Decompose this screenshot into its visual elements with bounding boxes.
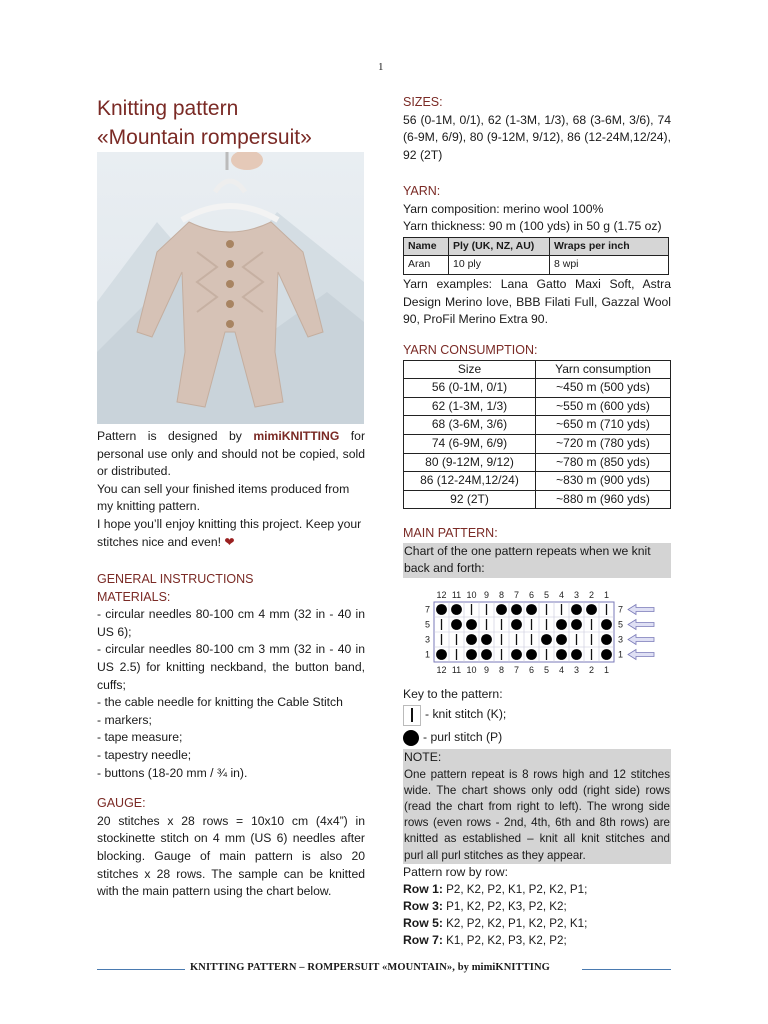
purl-stitch-mark (451, 619, 462, 630)
brand-name: mimiKNITTING (253, 429, 340, 443)
chart-col-label: 12 (436, 665, 447, 675)
yarn-examples: Yarn examples: Lana Gatto Maxi Soft, Astra Design Merino love, BBB Filati Full, Gazzal Wool 90, ProFil Merino Extra 90. (403, 276, 671, 327)
rompersuit-illustration (97, 152, 364, 424)
table-row: 92 (2T) ~880 m (960 yds) (404, 490, 671, 509)
footer-line-left (97, 969, 185, 970)
table-row: 86 (12-24M,12/24) ~830 m (900 yds) (404, 472, 671, 491)
chart-row-label: 3 (424, 634, 430, 645)
material-item: - buttons (18-20 mm / ¾ in). (97, 765, 248, 780)
chart-col-label: 11 (451, 665, 462, 675)
table-row: 80 (9-12M, 9/12) ~780 m (850 yds) (404, 453, 671, 472)
purl-stitch-mark (601, 634, 612, 645)
consumption-heading: YARN CONSUMPTION: (403, 343, 538, 357)
pattern-chart-svg (420, 588, 660, 682)
purl-stitch-mark (511, 619, 522, 630)
chart-row-label: 3 (618, 634, 624, 645)
consumption-section (403, 342, 671, 509)
footer-line-right (582, 969, 671, 970)
purl-stitch-mark (571, 649, 582, 660)
table-row: 74 (6-9M, 6/9) ~720 m (780 yds) (404, 434, 671, 453)
material-item: - markers; (97, 712, 152, 727)
pattern-row: Row 7: K1, P2, K2, P3, K2, P2; (403, 933, 567, 947)
purl-stitch-mark (571, 619, 582, 630)
materials-heading: MATERIALS: (97, 589, 171, 604)
row-direction-arrow-icon (628, 605, 654, 615)
chart-col-label: 1 (603, 590, 610, 600)
purl-stitch-mark (571, 604, 582, 615)
materials-list (97, 606, 365, 782)
chart-col-label: 10 (466, 590, 477, 600)
gauge-text: 20 stitches x 28 rows = 10x10 cm (4x4”) in stockinette stitch on 4 mm (US 6) needles after blocking. Gauge of main pattern is also 20 stitches x 28 rows. The sample can be knitted with the main pattern using the chart below. (97, 813, 365, 899)
page-number: 1 (378, 61, 384, 73)
intro-text (97, 428, 365, 551)
key-purl: - purl stitch (P) (403, 727, 671, 749)
material-item: - circular needles 80-100 cm 3 mm (32 in - 40 in US 2.5) for knitting neckband, the button band, cuffs; (97, 642, 365, 692)
ply-cell-wraps: 8 wpi (550, 256, 669, 275)
table-row: 62 (1-3M, 1/3) ~550 m (600 yds) (404, 397, 671, 416)
title-line-2: «Mountain rompersuit» (97, 126, 312, 149)
purl-stitch-mark (481, 634, 492, 645)
main-pattern-section (403, 525, 671, 578)
gauge-heading: GAUGE: (97, 796, 146, 811)
key-section (403, 686, 671, 749)
yarn-composition: Yarn composition: merino wool 100% (403, 201, 604, 216)
chart-row-label: 5 (424, 619, 430, 630)
row-direction-arrow-icon (628, 635, 654, 645)
chart-col-label: 7 (513, 665, 520, 675)
yarn-section (403, 183, 671, 329)
table-row: 68 (3-6M, 3/6) ~650 m (710 yds) (404, 416, 671, 435)
chart-col-label: 1 (603, 665, 610, 675)
rbr-heading: Pattern row by row: (403, 865, 508, 879)
purl-stitch-mark (526, 604, 537, 615)
consumption-table (403, 360, 671, 510)
heart-icon: ❤ (224, 534, 235, 549)
material-item: - tape measure; (97, 730, 183, 745)
pattern-row: Row 3: P1, K2, P2, K3, P2, K2; (403, 899, 567, 913)
chart-col-label: 5 (543, 590, 550, 600)
general-heading: GENERAL INSTRUCTIONS (97, 572, 254, 586)
chart-col-label: 5 (543, 665, 550, 675)
chart-col-label: 9 (483, 590, 490, 600)
intro-paragraph-1: Pattern is designed by mimiKNITTING for personal use only and should not be copied, sold or distributed. (97, 429, 366, 479)
consumption-header-size: Size (404, 360, 536, 379)
footer-text: KNITTING PATTERN – ROMPERSUIT «MOUNTAIN», by mimiKNITTING (190, 962, 550, 973)
chart-row-label: 7 (424, 604, 430, 615)
chart-row-label: 1 (618, 649, 624, 660)
purl-stitch-mark (466, 619, 477, 630)
note-box (403, 749, 671, 864)
ply-header-name: Name (404, 237, 449, 256)
page-title (97, 94, 312, 152)
chart-caption: Chart of the one pattern repeats when we knit back and forth: (403, 543, 671, 578)
chart-col-label: 11 (451, 590, 462, 600)
chart-col-label: 2 (588, 590, 595, 600)
row-direction-arrow-icon (628, 650, 654, 660)
purl-stitch-mark (511, 604, 522, 615)
purl-stitch-mark (511, 649, 522, 660)
chart-col-label: 8 (498, 590, 505, 600)
purl-stitch-mark (451, 604, 462, 615)
purl-stitch-mark (601, 649, 612, 660)
key-heading: Key to the pattern: (403, 687, 503, 701)
intro-paragraph-2: You can sell your finished items produced from my knitting pattern. (97, 481, 350, 514)
pattern-chart (420, 588, 660, 687)
key-knit: - knit stitch (K); (403, 704, 671, 727)
chart-col-label: 3 (573, 590, 580, 600)
purl-stitch-mark (556, 649, 567, 660)
ply-cell-ply: 10 ply (449, 256, 550, 275)
material-item: - circular needles 80-100 cm 4 mm (32 in - 40 in US 6); (97, 607, 365, 639)
chart-col-label: 12 (436, 590, 447, 600)
chart-col-label: 4 (558, 665, 565, 675)
purl-stitch-mark (436, 604, 447, 615)
material-item: - tapestry needle; (97, 747, 192, 762)
main-pattern-heading: MAIN PATTERN: (403, 526, 498, 540)
pattern-row: Row 1: P2, K2, P2, K1, P2, K2, P1; (403, 882, 588, 896)
general-instructions (97, 571, 365, 901)
yarn-thickness: Yarn thickness: 90 m (100 yds) in 50 g (1.75 oz) (403, 219, 662, 234)
row-direction-arrow-icon (628, 620, 654, 630)
purl-stitch-mark (556, 634, 567, 645)
chart-col-label: 3 (573, 665, 580, 675)
chart-col-label: 10 (466, 665, 477, 675)
chart-row-label: 1 (424, 649, 430, 660)
material-item: - the cable needle for knitting the Cable Stitch (97, 695, 343, 710)
chart-row-label: 7 (618, 604, 624, 615)
pattern-row: Row 5: K2, P2, K2, P1, K2, P2, K1; (403, 916, 588, 930)
intro-paragraph-3: I hope you’ll enjoy knitting this project. Keep your stitches nice and even! ❤ (97, 516, 362, 549)
purl-stitch-mark (436, 649, 447, 660)
ply-cell-name: Aran (404, 256, 449, 275)
chart-col-label: 6 (528, 665, 535, 675)
rompersuit-photo (97, 152, 364, 424)
note-text: One pattern repeat is 8 rows high and 12 stitches wide. The chart shows only odd (right side) rows (read the chart from right to left). The wrong side rows (even rows - 2nd, 4th, 6th and 8th rows) are knitted as established – knit all knit stitches and purl all purl stitches as they appear. (404, 767, 670, 862)
purl-stitch-mark (496, 604, 507, 615)
chart-row-label: 5 (618, 619, 624, 630)
sizes-heading: SIZES: (403, 95, 443, 109)
ply-header-wraps: Wraps per inch (550, 237, 669, 256)
purl-stitch-mark (481, 649, 492, 660)
chart-col-label: 4 (558, 590, 565, 600)
ply-table (403, 237, 669, 275)
ply-header-ply: Ply (UK, NZ, AU) (449, 237, 550, 256)
purl-stitch-mark (541, 634, 552, 645)
purl-stitch-mark (601, 619, 612, 630)
table-row: 56 (0-1M, 0/1) ~450 m (500 yds) (404, 379, 671, 398)
consumption-header-yarn: Yarn consumption (536, 360, 671, 379)
chart-col-label: 7 (513, 590, 520, 600)
chart-col-label: 2 (588, 665, 595, 675)
purl-stitch-mark (586, 604, 597, 615)
purl-stitch-mark (466, 634, 477, 645)
note-heading: NOTE: (404, 750, 442, 764)
row-by-row (403, 864, 671, 949)
title-line-1: Knitting pattern (97, 97, 239, 120)
purl-stitch-mark (466, 649, 477, 660)
chart-col-label: 6 (528, 590, 535, 600)
knit-stitch-icon (403, 705, 421, 726)
purl-stitch-mark (556, 619, 567, 630)
yarn-heading: YARN: (403, 184, 441, 198)
purl-stitch-icon (403, 730, 419, 746)
sizes-section (403, 94, 671, 164)
chart-col-label: 8 (498, 665, 505, 675)
purl-stitch-mark (526, 649, 537, 660)
chart-col-label: 9 (483, 665, 490, 675)
sizes-text: 56 (0-1M, 0/1), 62 (1-3M, 1/3), 68 (3-6M, 3/6), 74 (6-9M, 6/9), 80 (9-12M, 9/12), 86 (12-24M,12/24), 92 (2T) (403, 112, 671, 162)
